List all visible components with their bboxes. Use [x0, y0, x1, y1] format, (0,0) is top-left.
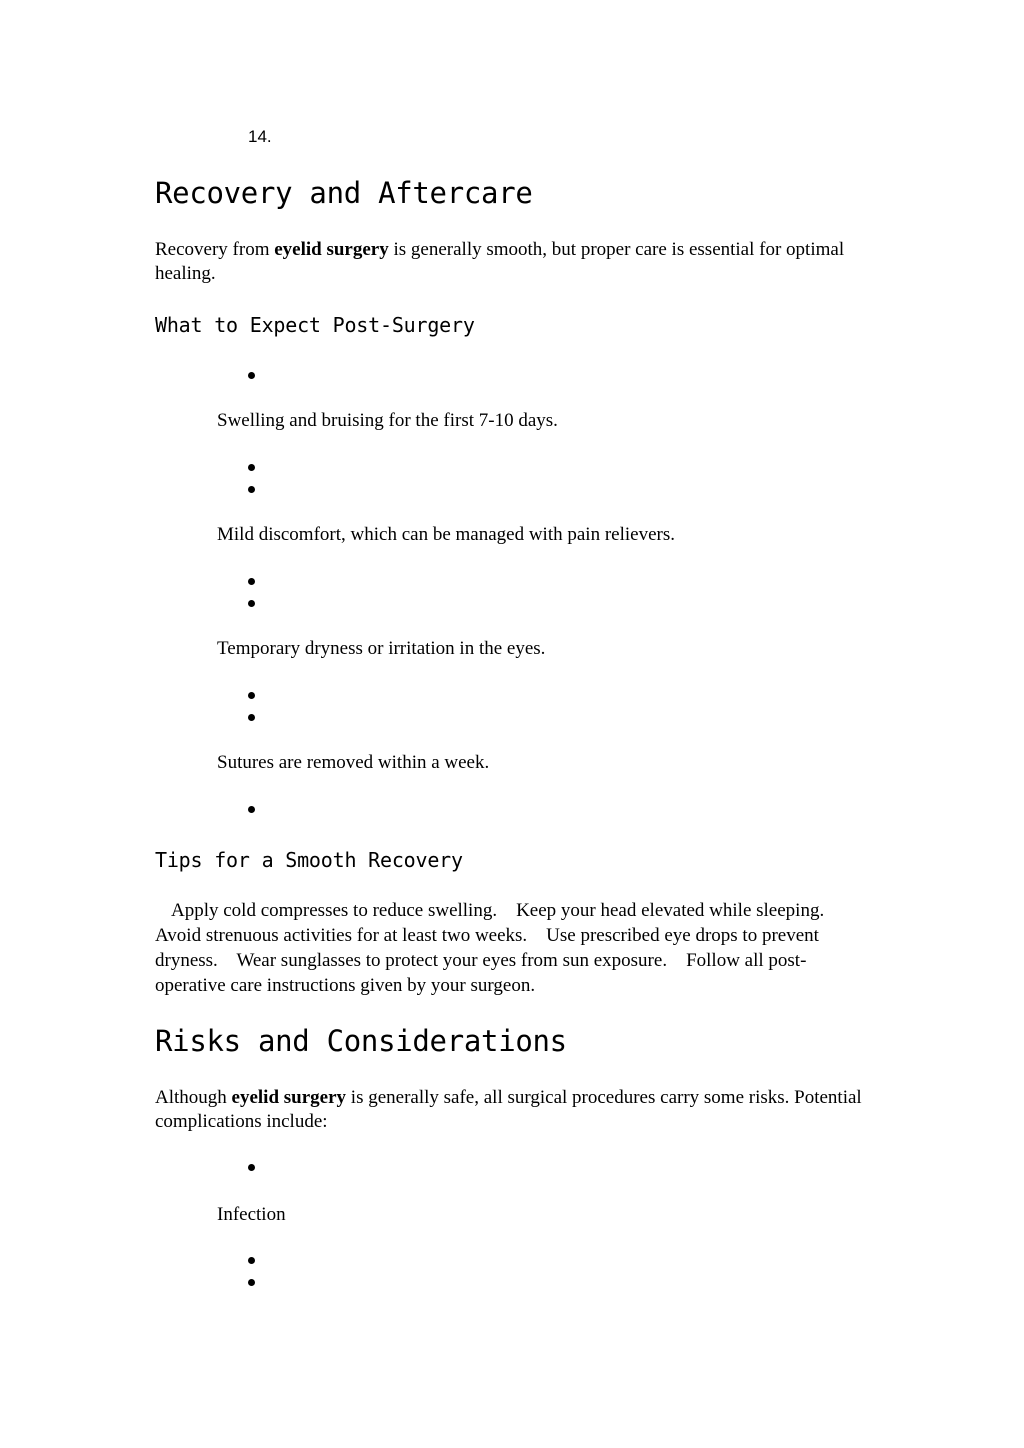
tips-heading: Tips for a Smooth Recovery — [155, 848, 463, 872]
expect-item-4: Sutures are removed within a week. — [217, 752, 490, 773]
recovery-intro — [155, 238, 875, 286]
risk-item-1: Infection — [217, 1204, 286, 1225]
recovery-intro-start: Recovery from — [155, 239, 275, 260]
bullet-marker — [248, 600, 255, 607]
risks-intro-start: Although — [155, 1087, 232, 1108]
bullet-marker — [248, 464, 255, 471]
recovery-intro-end: is generally smooth, but proper care is essential for optimal healing. — [155, 239, 845, 284]
bullet-marker — [248, 714, 255, 721]
risks-intro — [155, 1086, 875, 1134]
bullet-marker — [248, 578, 255, 585]
bullet-marker — [248, 372, 255, 379]
expect-heading: What to Expect Post-Surgery — [155, 313, 475, 337]
recovery-heading: Recovery and Aftercare — [155, 176, 533, 210]
bullet-marker — [248, 692, 255, 699]
bullet-marker — [248, 1164, 255, 1171]
risks-intro-bold: eyelid surgery — [231, 1087, 347, 1108]
bullet-marker — [248, 1257, 255, 1264]
list-number: 14. — [248, 127, 272, 146]
bullet-marker — [248, 486, 255, 493]
risks-heading: Risks and Considerations — [155, 1024, 567, 1058]
expect-item-1: Swelling and bruising for the first 7-10 days. — [217, 410, 558, 431]
bullet-marker — [248, 806, 255, 813]
expect-item-3: Temporary dryness or irritation in the eyes. — [217, 638, 546, 659]
bullet-marker — [248, 1279, 255, 1286]
expect-item-2: Mild discomfort, which can be managed with pain relievers. — [217, 524, 675, 545]
recovery-intro-bold: eyelid surgery — [274, 239, 389, 260]
risks-intro-end: is generally safe, all surgical procedures carry some risks. Potential complications include: — [155, 1087, 862, 1132]
tips-paragraph: Apply cold compresses to reduce swelling. Keep your head elevated while sleeping. Avoid strenuous activities for at least two weeks. Use prescribed eye drops to prevent dryness. Wear sunglasses to protect your eyes from sun exposure. Follow all post-operative care instructions given by your surgeon. — [155, 900, 843, 996]
